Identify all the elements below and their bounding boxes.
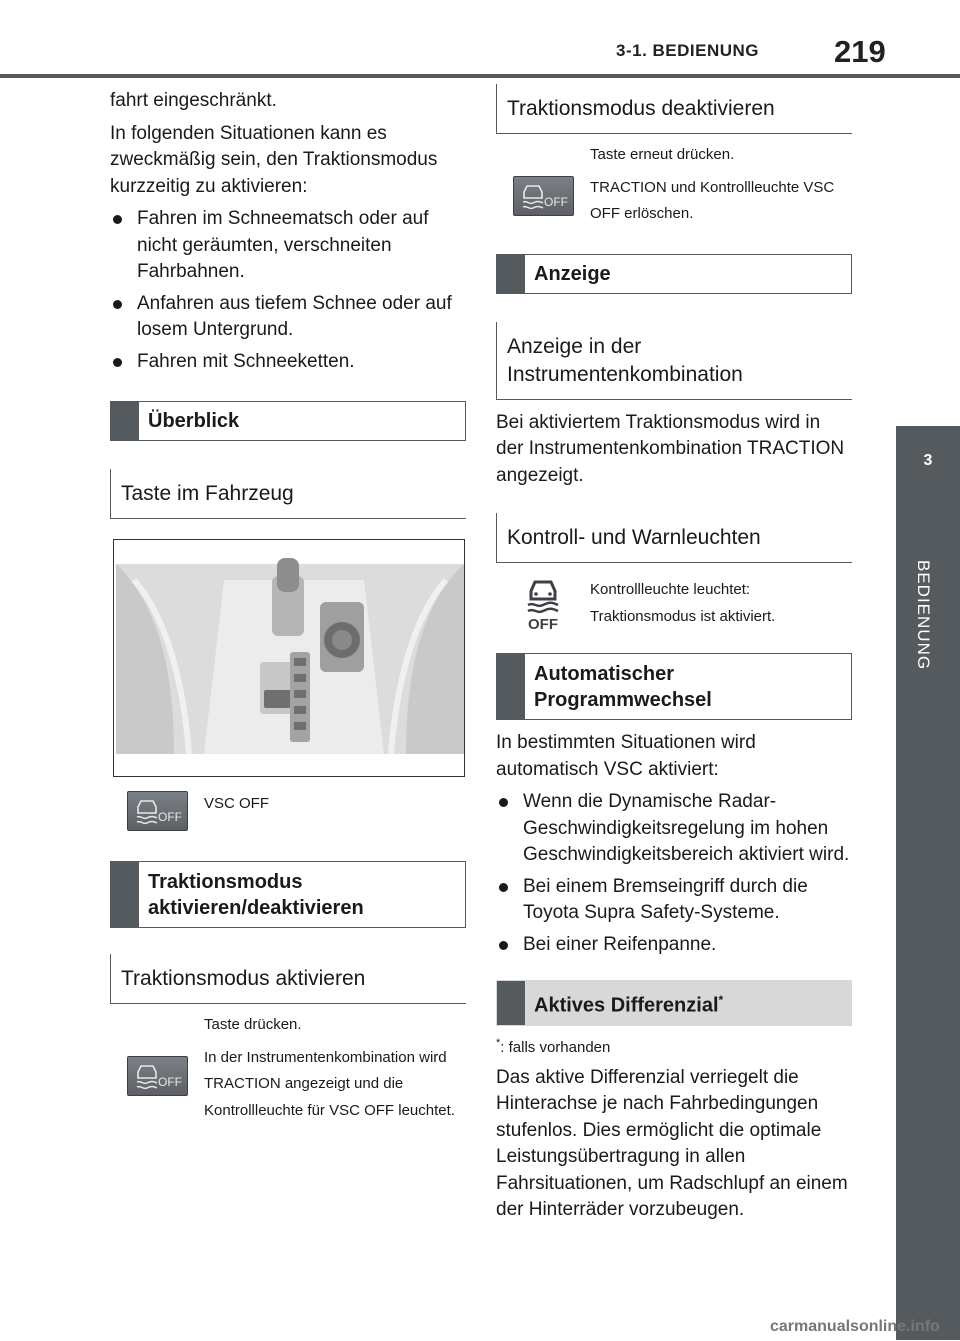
list-item: Fahren im Schneematsch oder auf nicht geräumten, verschneiten Fahrbahnen. — [110, 206, 466, 286]
left-column — [110, 84, 466, 1124]
deactivate-steps — [496, 142, 852, 228]
vsc-off-icon: OFF — [127, 1056, 188, 1096]
bullet-icon — [499, 798, 508, 807]
list-item: Anfahren aus tiefem Schnee oder auf losem Untergrund. — [110, 291, 466, 344]
skidding-car-icon — [134, 1062, 160, 1090]
activate-steps — [110, 1012, 466, 1124]
watermark: carmanualsonline.info — [770, 1318, 940, 1335]
situation-list — [110, 206, 466, 375]
indicator-text: Kontrollleuchte leuchtet: Traktionsmodus ist aktiviert. — [590, 581, 776, 625]
intro-continuation: fahrt eingeschränkt. — [110, 90, 277, 111]
list-item: Bei einer Reifenpanne. — [496, 932, 852, 959]
right-column — [496, 84, 852, 1230]
svg-text:OFF: OFF — [528, 616, 558, 631]
deactivate-text — [590, 142, 852, 228]
bullet-icon — [499, 941, 508, 950]
auto-heading: Automatischer Programmwechsel — [496, 653, 852, 720]
skidding-car-icon — [134, 797, 160, 825]
header-rule — [0, 74, 960, 78]
footnote: *: falls vorhanden — [496, 1036, 611, 1056]
center-console-image — [113, 539, 465, 777]
list-item: Wenn die Dynamische Radar-Geschwindigkeitsregelung im hohen Geschwindigkeitsbereich aktiviert wird. — [496, 789, 852, 869]
differential-paragraph: Das aktive Differenzial verriegelt die Hinterachse je nach Fahrbedingungen stufenlos. Dies ermöglicht die optimale Leistungsübertragung in allen Fahrsituationen, um Radschlupf an einem der Hinterräder vorzubeugen. — [496, 1066, 848, 1221]
section-title: 3-1. BEDIENUNG — [616, 41, 760, 60]
toggle-heading: Traktionsmodus aktivieren/deaktivieren — [110, 861, 466, 928]
bullet-icon — [113, 215, 122, 224]
chapter-number: 3 — [923, 452, 933, 469]
activate-text — [204, 1012, 466, 1124]
differential-heading: Aktives Differenzial* — [496, 980, 852, 1026]
auto-list — [496, 789, 852, 958]
cluster-subheading: Anzeige in der Instrumentenkombination — [496, 322, 852, 400]
activate-step: Taste drücken. — [204, 1016, 302, 1033]
indicator-row — [496, 577, 852, 631]
deactivate-subheading: Traktionsmodus deaktivieren — [496, 84, 852, 134]
cluster-paragraph: Bei aktiviertem Traktionsmodus wird in der Instrumentenkombination TRACTION angezeigt. — [496, 411, 845, 486]
traction-off-indicator-icon — [524, 577, 562, 631]
bullet-icon — [113, 300, 122, 309]
list-item: Bei einem Bremseingriff durch die Toyota Supra Safety-Systeme. — [496, 874, 852, 927]
deactivate-step: Taste erneut drücken. — [590, 146, 735, 163]
bullet-icon — [113, 358, 122, 367]
center-console-illustration — [114, 540, 465, 777]
display-heading: Anzeige — [496, 254, 852, 294]
chapter-tab[interactable] — [896, 426, 960, 504]
bullet-icon — [499, 883, 508, 892]
list-item: Fahren mit Schneeketten. — [110, 349, 466, 376]
activate-step: In der Instrumentenkombination wird TRACTION angezeigt und die Kontrollleuchte für VSC OFF leuchtet. — [204, 1048, 455, 1119]
vsc-off-icon: OFF — [513, 176, 574, 216]
vsc-off-caption: VSC OFF — [204, 795, 270, 812]
chapter-title: BEDIENUNG — [914, 560, 933, 671]
vsc-off-button-row — [110, 791, 466, 831]
deactivate-step: TRACTION und Kontrollleuchte VSC OFF erlöschen. — [590, 178, 835, 222]
skidding-car-icon — [520, 182, 546, 210]
intro-paragraph: In folgenden Situationen kann es zweckmäßig sein, den Traktionsmodus kurzzeitig zu aktivieren: — [110, 122, 438, 197]
traction-indicator — [496, 577, 590, 631]
lights-subheading: Kontroll- und Warnleuchten — [496, 513, 852, 563]
auto-intro: In bestimmten Situationen wird automatisch VSC aktiviert: — [496, 732, 756, 780]
activate-subheading: Traktionsmodus aktivieren — [110, 954, 466, 1004]
button-subheading: Taste im Fahrzeug — [110, 469, 466, 519]
overview-heading: Überblick — [110, 401, 466, 441]
page-number: 219 — [834, 34, 886, 69]
vsc-off-icon: OFF — [127, 791, 188, 831]
